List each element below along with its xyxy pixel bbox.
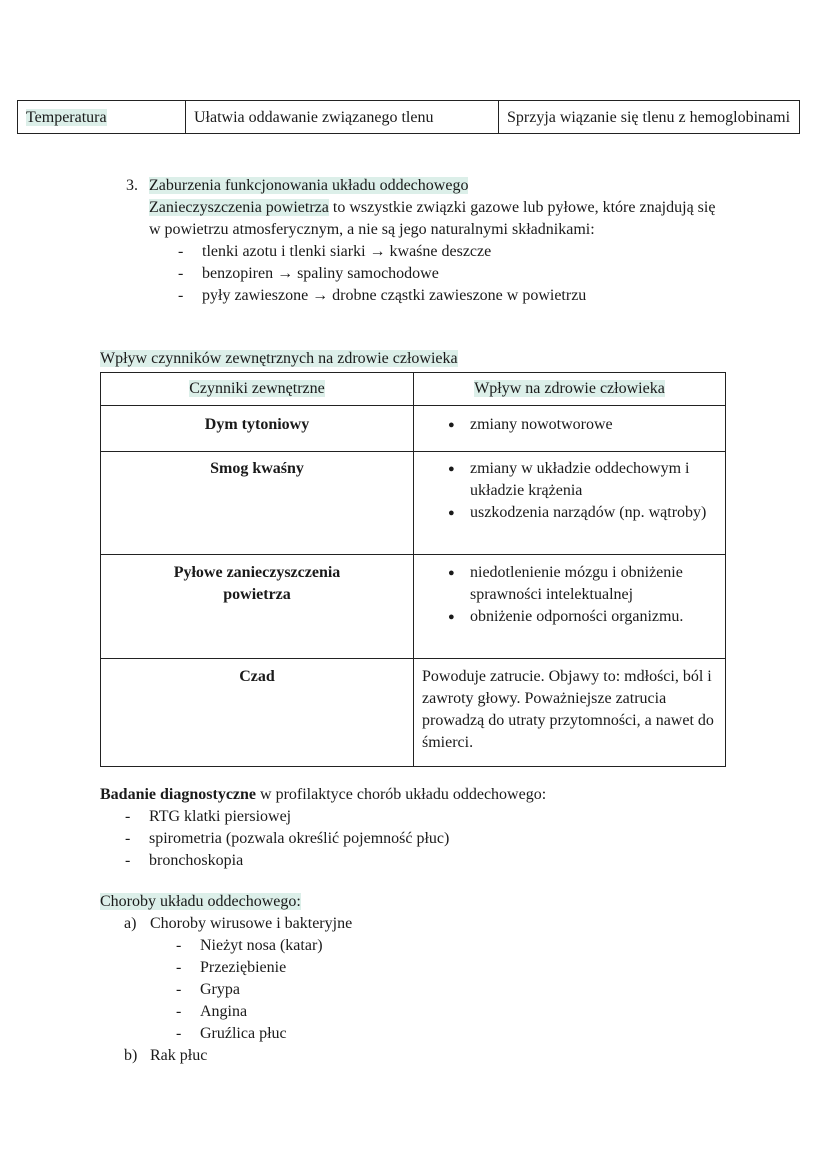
bullet-marker: ● — [448, 419, 455, 431]
list-item-text: Gruźlica płuc — [200, 1025, 287, 1042]
list-item — [178, 285, 726, 307]
factor-cell: Smog kwaśny — [101, 452, 414, 555]
dash-marker: - — [125, 830, 131, 847]
definition-term: Zanieczyszczenia powietrza — [149, 199, 329, 216]
header-effects: Wpływ na zdrowie człowieka — [474, 380, 665, 397]
group-label: a) — [124, 915, 137, 932]
factor-cell: Dym tytoniowy — [101, 406, 414, 452]
diagnostics-bold: Badanie diagnostyczne — [100, 786, 257, 803]
diagnostics-rest: w profilaktyce chorób układu oddechowego: — [256, 786, 547, 803]
table-header-row — [101, 373, 726, 406]
effects-cell — [414, 452, 726, 555]
table-cell: Ułatwia oddawanie związanego tlenu — [186, 101, 499, 134]
definition-text: to wszystkie związki gazowe lub pyłowe, które znajdują się w powietrzu atmosferycznym, a nie są jego naturalnymi składnikami: — [149, 199, 716, 238]
header-cell — [101, 373, 414, 406]
bullet-marker: ● — [448, 463, 455, 475]
list-item-text: uszkodzenia narządów (np. wątroby) — [470, 504, 707, 521]
list-item — [125, 850, 720, 872]
cell-label-temperature: Temperatura — [26, 109, 107, 126]
list-item-text: RTG klatki piersiowej — [149, 808, 292, 825]
diseases-section — [100, 891, 720, 1067]
list-item — [176, 935, 720, 957]
factor-cell: Czad — [101, 659, 414, 767]
list-item-text: niedotlenienie mózgu i obniżenie sprawności intelektualnej — [470, 564, 683, 603]
table-row — [101, 555, 726, 659]
list-item-text: Przeziębienie — [200, 959, 287, 976]
list-item — [176, 957, 720, 979]
bullet-marker: ● — [448, 611, 455, 623]
disease-list — [176, 935, 720, 1045]
table-row — [101, 406, 726, 452]
dash-marker: - — [125, 808, 131, 825]
bullet-marker: ● — [448, 507, 455, 519]
list-item — [176, 1001, 720, 1023]
factor-text: Pyłowe zanieczyszczenia powietrza — [173, 564, 341, 603]
factor-cell — [101, 555, 414, 659]
dash-marker: - — [178, 265, 184, 282]
list-item — [448, 502, 719, 524]
temperature-table — [17, 100, 800, 134]
dash-marker: - — [178, 287, 184, 304]
effects-cell — [414, 406, 726, 452]
table-cell — [18, 101, 186, 134]
header-cell — [414, 373, 726, 406]
list-item-text: zmiany nowotworowe — [470, 416, 613, 433]
list-item-text: zmiany w układzie oddechowym i układzie krążenia — [470, 460, 690, 499]
list-item-text: Angina — [200, 1003, 248, 1020]
section-number: 3. — [126, 177, 138, 194]
list-item — [125, 828, 720, 850]
group-name: Rak płuc — [150, 1047, 208, 1064]
pollutant-list — [178, 241, 726, 307]
list-item-text: Grypa — [200, 981, 240, 998]
list-item — [125, 806, 720, 828]
diagnostics-section — [100, 784, 720, 872]
dash-marker: - — [125, 852, 131, 869]
definition-paragraph — [149, 197, 726, 241]
diagnostics-list — [125, 806, 720, 872]
dash-marker: - — [178, 243, 184, 260]
group-name: Choroby wirusowe i bakteryjne — [150, 915, 353, 932]
dash-marker: - — [176, 937, 182, 954]
disease-group — [124, 913, 720, 935]
external-factors-title — [100, 348, 458, 370]
dash-marker: - — [176, 1003, 182, 1020]
external-factors-table — [100, 372, 726, 767]
list-item — [178, 241, 726, 263]
diagnostics-heading — [100, 784, 720, 806]
list-item — [178, 263, 726, 285]
section-title: Zaburzenia funkcjonowania układu oddechowego — [149, 177, 469, 194]
list-item-text: Nieżyt nosa (katar) — [200, 937, 323, 954]
bullet-marker: ● — [448, 567, 455, 579]
table-row — [101, 452, 726, 555]
dash-marker: - — [176, 981, 182, 998]
list-item-text: pyły zawieszone → drobne cząstki zawieszone w powietrzu — [202, 287, 587, 304]
list-item — [448, 414, 725, 436]
list-item — [176, 1023, 720, 1045]
disease-group — [124, 1045, 720, 1067]
external-factors-title-text: Wpływ czynników zewnętrznych na zdrowie człowieka — [100, 350, 458, 367]
list-item-text: obniżenie odporności organizmu. — [470, 608, 684, 625]
list-item-text: bronchoskopia — [149, 852, 244, 869]
header-factors: Czynniki zewnętrzne — [189, 380, 325, 397]
section-respiratory-disorders — [126, 175, 726, 307]
list-item — [448, 606, 719, 628]
table-row — [18, 101, 800, 134]
table-row — [101, 659, 726, 767]
group-label: b) — [124, 1047, 138, 1064]
effects-cell: Powoduje zatrucie. Objawy to: mdłości, ból i zawroty głowy. Poważniejsze zatrucia prowadzą do utraty przytomności, a nawet do śmierci. — [414, 659, 726, 767]
list-item-text: benzopiren → spaliny samochodowe — [202, 265, 439, 282]
diseases-title: Choroby układu oddechowego: — [100, 893, 301, 910]
dash-marker: - — [176, 959, 182, 976]
table-cell: Sprzyja wiązanie się tlenu z hemoglobinami — [499, 101, 800, 134]
list-item — [448, 458, 719, 502]
list-item-text: tlenki azotu i tlenki siarki → kwaśne deszcze — [202, 243, 492, 260]
list-item — [448, 562, 719, 606]
dash-marker: - — [176, 1025, 182, 1042]
effects-cell — [414, 555, 726, 659]
list-item — [176, 979, 720, 1001]
list-item-text: spirometria (pozwala określić pojemność płuc) — [149, 830, 450, 847]
